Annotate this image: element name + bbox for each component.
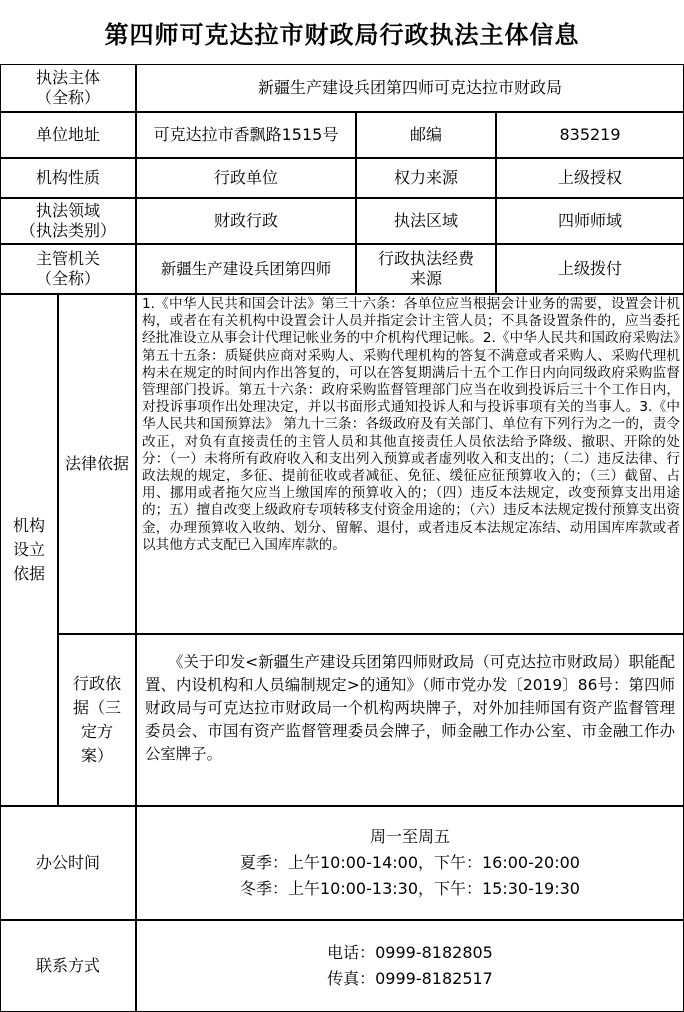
address-label: 单位地址 [0, 112, 136, 158]
postcode-value: 835219 [496, 112, 684, 158]
subject-value: 新疆生产建设兵团第四师可克达拉市财政局 [136, 64, 684, 112]
contact-value [136, 920, 684, 1012]
nature-label: 机构性质 [0, 158, 136, 198]
area-value: 四师师域 [496, 198, 684, 244]
contact-fax: 传真：0999-8182517 [327, 969, 493, 988]
authority-label: 主管机关 （全称） [0, 244, 136, 294]
subject-label: 执法主体 （全称） [0, 64, 136, 112]
contact-label: 联系方式 [0, 920, 136, 1012]
field-label: 执法领域 （执法类别） [0, 198, 136, 244]
field-value: 财政行政 [136, 198, 356, 244]
office-hours-label: 办公时间 [0, 806, 136, 920]
power-source-label: 权力来源 [356, 158, 496, 198]
law-basis-text: 1.《中华人民共和国会计法》第三十六条：各单位应当根据会计业务的需要，设置会计机构，或者在有关机构中设置会计人员并指定会计主管人员；不具备设置条件的，应当委托经批准设立从事会计代理记帐业务的中介机构代理记帐。2.《中华人民共和国政府采购法》第五十五条：质疑供应商对采购人、采购代理机构的答复不满意或者采购人、采购代理机构未在规定的时间内作出答复的，可以在答复期满后十五个工作日内向同级政府采购监督管理部门投诉。第五十六条：政府采购监督管理部门应当在收到投诉后三十个工作日内，对投诉事项作出处理决定，并以书面形式通知投诉人和与投诉事项有关的当事人。3.《中华人民共和国预算法》 第九十三条：各级政府及有关部门、单位有下列行为之一的，责令改正，对负有直接责任的主管人员和其他直接责任人员依法给予降级、撤职、开除的处分：（一）未将所有政府收入和支出列入预算或者虚列收入和支出的；（二）违反法律、行政法规的规定，多征、提前征收或者减征、免征、缓征应征预算收入的；（三）截留、占用、挪用或者拖欠应当上缴国库的预算收入的；（四）违反本法规定，改变预算支出用途的；五）擅自改变上级政府专项转移支付资金用途的；（六）违反本法规定拨付预算支出资金，办理预算收入收纳、划分、留解、退付，或者违反本法规定冻结、动用国库库款或者以其他方式支配已入国库库款的。 [136, 294, 684, 634]
office-days: 周一至周五 [369, 827, 450, 846]
funding-label: 行政执法经费 来源 [356, 244, 496, 294]
postcode-label: 邮编 [356, 112, 496, 158]
admin-basis-text: 《关于印发<新疆生产建设兵团第四师财政局（可克达拉市财政局）职能配置、内设机构和人员编制规定>的通知》（师市党办发〔2019〕86号：第四师财政局与可克达拉市财政局一个机构两块牌子，对外加挂师国有资产监督管理委员会、市国有资产监督管理委员会牌子，师金融工作办公室、市金融工作办公室牌子。 [136, 634, 684, 806]
office-winter-hours: 冬季：上午10:00-13:30，下午：15:30-19:30 [240, 879, 580, 898]
admin-basis-label: 行政依 据（三 定方 案） [58, 634, 136, 806]
contact-phone: 电话：0999-8182805 [327, 943, 493, 962]
law-basis-label: 法律依据 [58, 294, 136, 634]
office-summer-hours: 夏季：上午10:00-14:00，下午：16:00-20:00 [240, 853, 580, 872]
office-hours-value [136, 806, 684, 920]
authority-value: 新疆生产建设兵团第四师 [136, 244, 356, 294]
power-source-value: 上级授权 [496, 158, 684, 198]
funding-value: 上级拨付 [496, 244, 684, 294]
area-label: 执法区域 [356, 198, 496, 244]
nature-value: 行政单位 [136, 158, 356, 198]
basis-label: 机构 设立 依据 [0, 294, 58, 806]
address-value: 可克达拉市香飘路1515号 [136, 112, 356, 158]
page-title: 第四师可克达拉市财政局行政执法主体信息 [104, 20, 580, 49]
